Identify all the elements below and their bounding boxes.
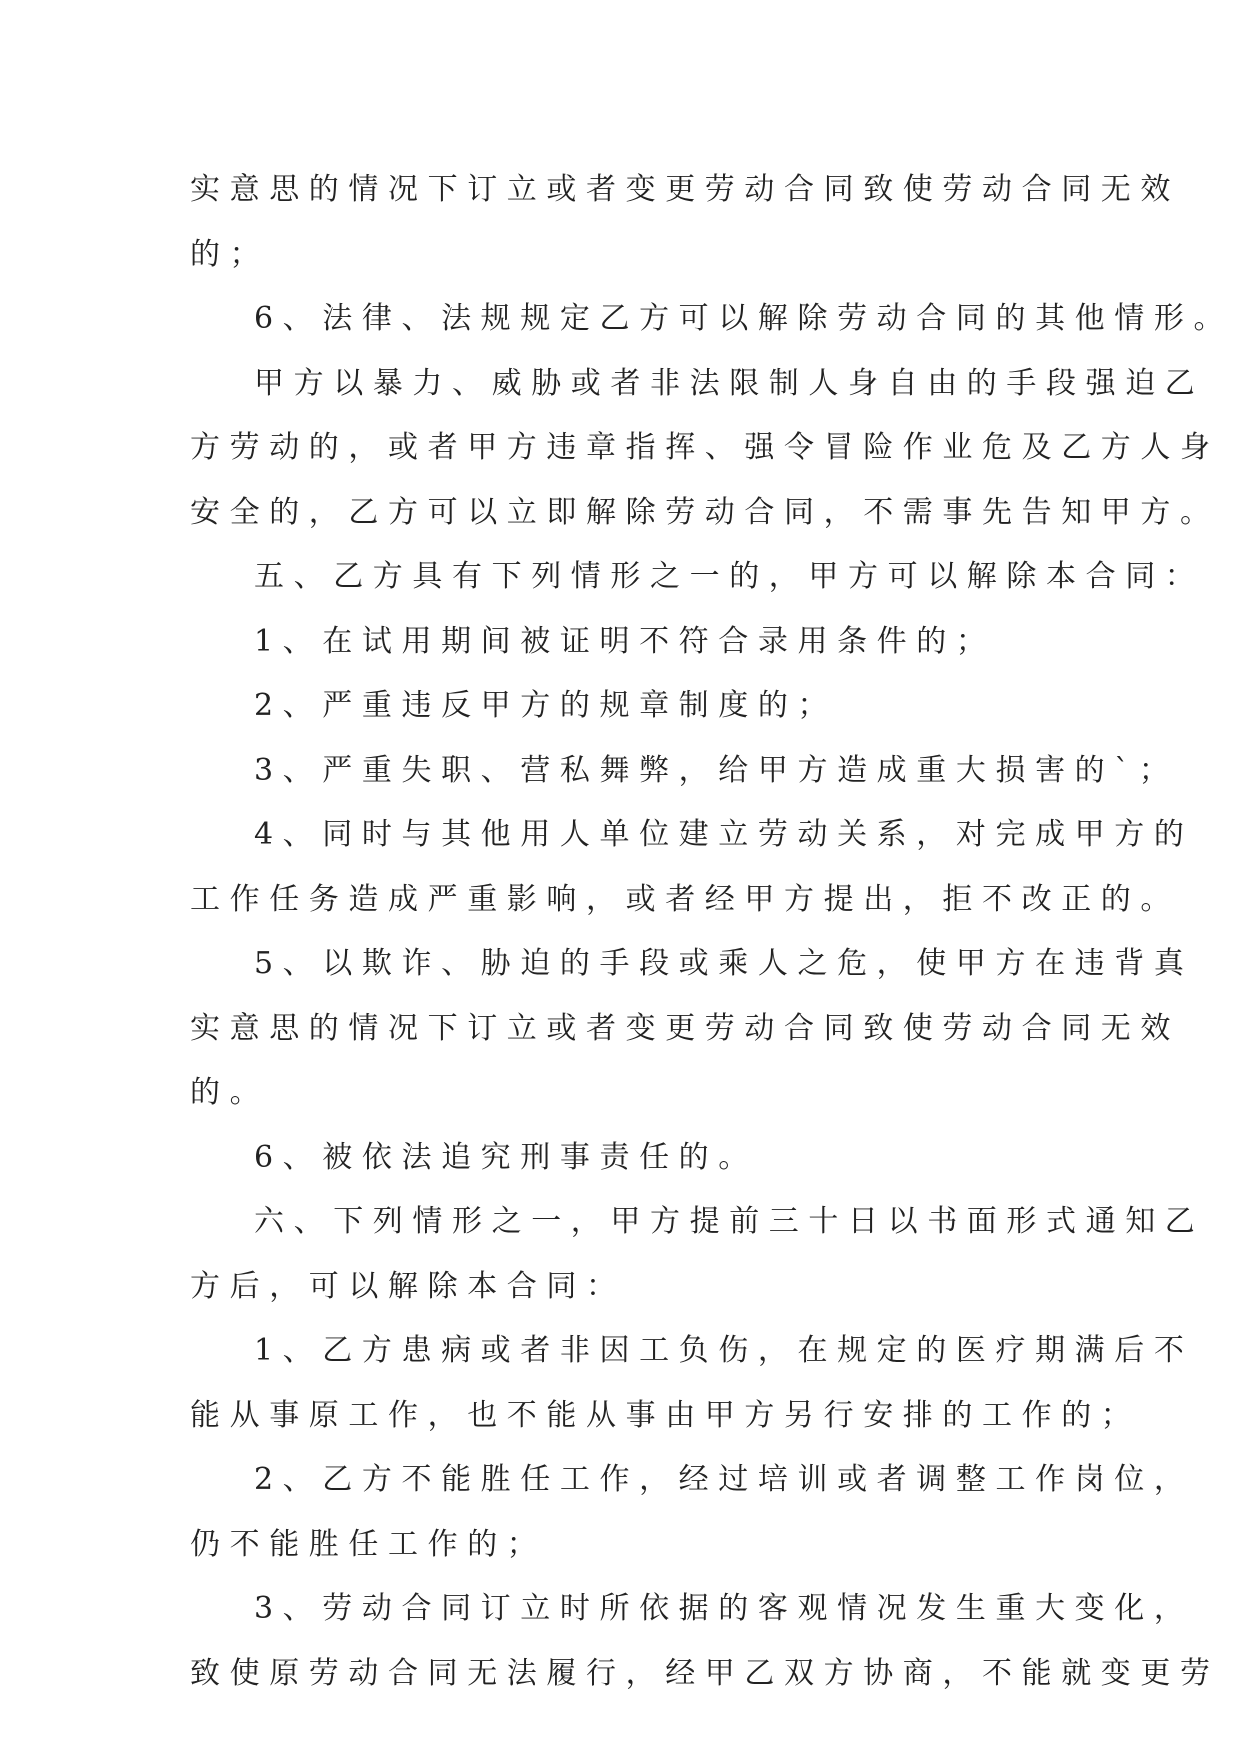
text-line: 甲方以暴力、威胁或者非法限制人身自由的手段强迫乙: [254, 365, 1205, 401]
text-line: 6、被依法追究刑事责任的。: [254, 1139, 758, 1175]
text-line: 六、下列情形之一，甲方提前三十日以书面形式通知乙: [254, 1204, 1205, 1239]
text-line: 仍不能胜任工作的；: [190, 1526, 547, 1562]
text-line: 4、同时与其他用人单位建立劳动关系，对完成甲方的: [254, 817, 1194, 852]
document-page: [190, 158, 1234, 1706]
text-line: 的；: [190, 236, 270, 272]
text-line: 实意思的情况下订立或者变更劳动合同致使劳动合同无效: [190, 172, 1180, 207]
text-line: 3、严重失职、营私舞弊，给甲方造成重大损害的`；: [254, 752, 1179, 788]
text-line: 安全的，乙方可以立即解除劳动合同，不需事先告知甲方。: [190, 494, 1220, 530]
text-line: 3、劳动合同订立时所依据的客观情况发生重大变化，: [254, 1591, 1194, 1626]
text-line: 工作任务造成严重影响，或者经甲方提出，拒不改正的。: [190, 881, 1180, 917]
text-line: 1、乙方患病或者非因工负伤，在规定的医疗期满后不: [254, 1333, 1194, 1368]
text-line: 能从事原工作，也不能从事由甲方另行安排的工作的；: [190, 1397, 1141, 1433]
text-line: 2、乙方不能胜任工作，经过培训或者调整工作岗位，: [254, 1462, 1194, 1497]
text-line: 5、以欺诈、胁迫的手段或乘人之危，使甲方在违背真: [254, 946, 1194, 981]
text-line: 2、严重违反甲方的规章制度的；: [254, 688, 838, 723]
text-line: 五、乙方具有下列情形之一的，甲方可以解除本合同：: [254, 559, 1205, 594]
text-line: 方后，可以解除本合同：: [190, 1268, 626, 1304]
text-line: 方劳动的，或者甲方违章指挥、强令冒险作业危及乙方人身: [190, 430, 1220, 465]
text-line: 的。: [190, 1075, 270, 1110]
text-line: 1、在试用期间被证明不符合录用条件的；: [254, 623, 996, 659]
text-line: 6、法律、法规规定乙方可以解除劳动合同的其他情形。: [254, 301, 1234, 336]
text-line: 实意思的情况下订立或者变更劳动合同致使劳动合同无效: [190, 1010, 1180, 1046]
text-line: 致使原劳动合同无法履行，经甲乙双方协商，不能就变更劳: [190, 1655, 1220, 1691]
